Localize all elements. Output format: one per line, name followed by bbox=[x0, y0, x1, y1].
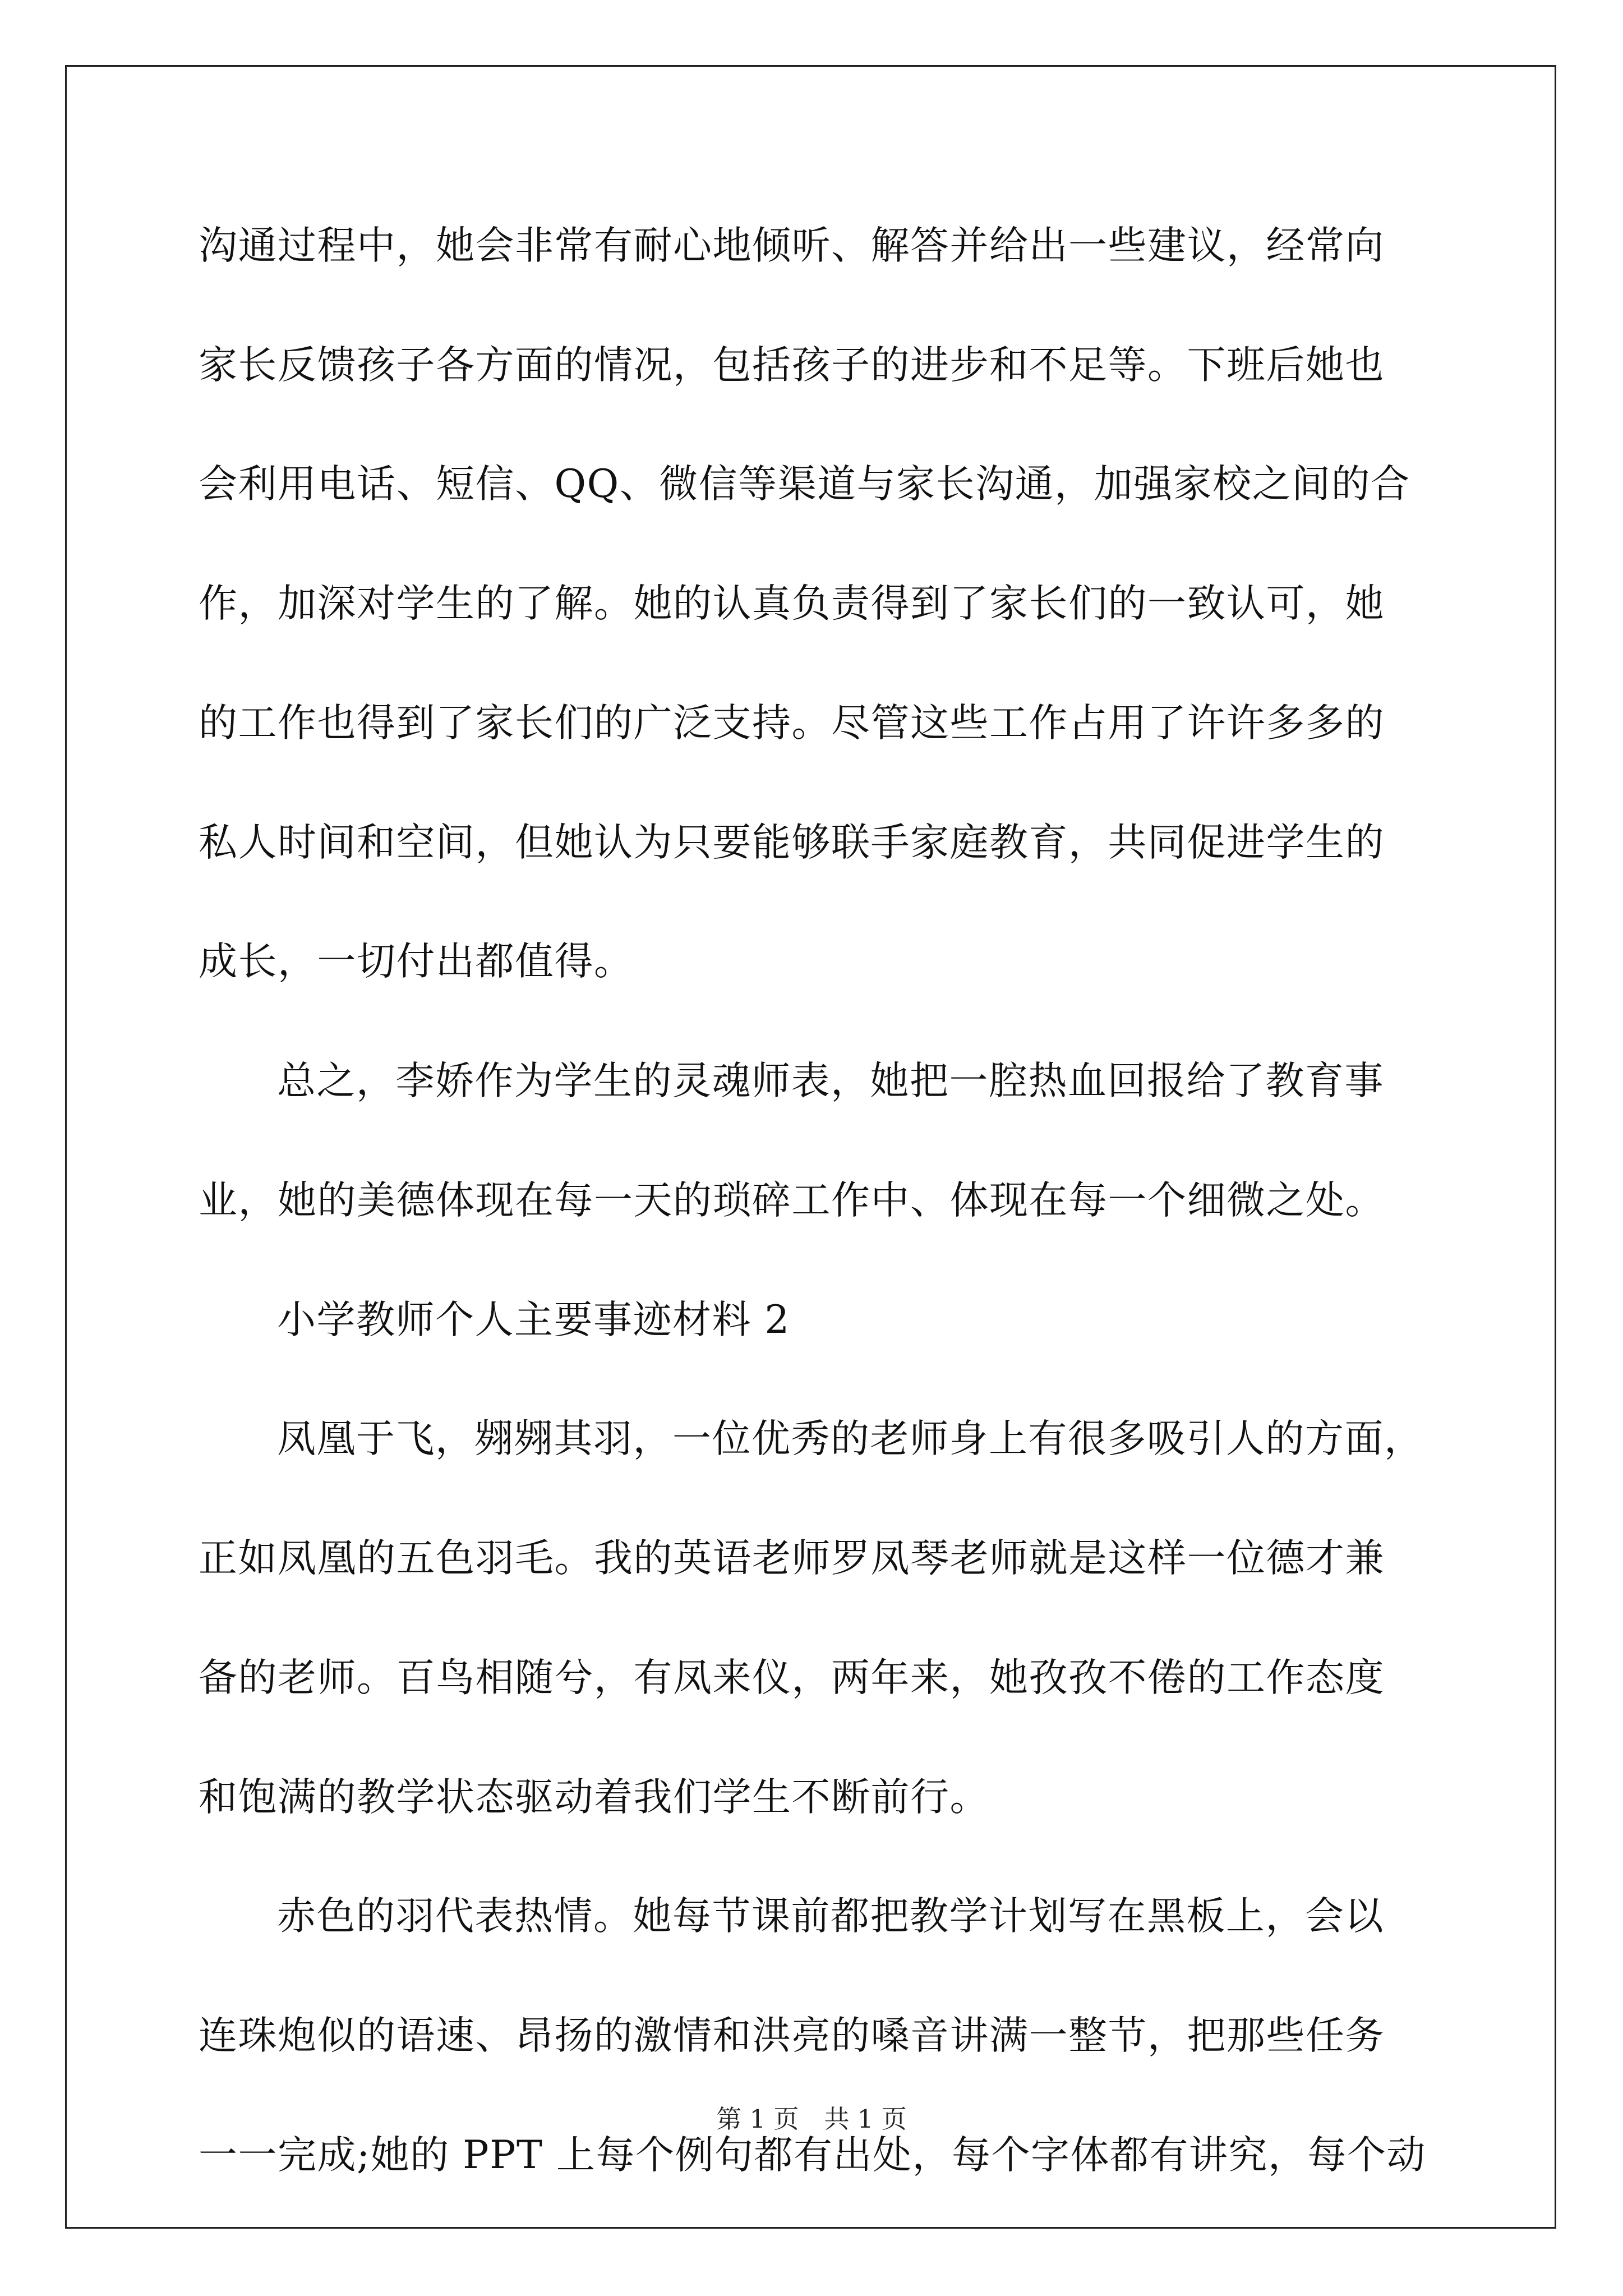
text-line: 的工作也得到了家长们的广泛支持。尽管这些工作占用了许许多多的 bbox=[199, 701, 1385, 746]
paragraph-first-line: 总之，李娇作为学生的灵魂师表，她把一腔热血回报给了教育事 bbox=[277, 1059, 1384, 1103]
text-line: 一一完成;她的 PPT 上每个例句都有出处，每个字体都有讲究，每个动 bbox=[199, 2133, 1426, 2178]
text-line: 业，她的美德体现在每一天的琐碎工作中、体现在每一个细微之处。 bbox=[199, 1178, 1385, 1223]
text-line: 正如凤凰的五色羽毛。我的英语老师罗凤琴老师就是这样一位德才兼 bbox=[199, 1536, 1385, 1581]
text-line: 连珠炮似的语速、昂扬的激情和洪亮的嗓音讲满一整节，把那些任务 bbox=[199, 2013, 1385, 2058]
text-line: 和饱满的教学状态驱动着我们学生不断前行。 bbox=[199, 1775, 989, 1820]
section-heading: 小学教师个人主要事迹材料 2 bbox=[277, 1297, 790, 1342]
text-line: 家长反馈孩子各方面的情况，包括孩子的进步和不足等。下班后她也 bbox=[199, 343, 1385, 388]
page-footer: 第 1 页 共 1 页 bbox=[716, 2104, 907, 2134]
text-line: 备的老师。百鸟相随兮，有凤来仪，两年来，她孜孜不倦的工作态度 bbox=[199, 1655, 1385, 1700]
text-line: 会利用电话、短信、QQ、微信等渠道与家长沟通，加强家校之间的合 bbox=[199, 462, 1410, 507]
text-line: 私人时间和空间，但她认为只要能够联手家庭教育，共同促进学生的 bbox=[199, 820, 1385, 865]
paragraph-first-line: 凤凰于飞，翙翙其羽，一位优秀的老师身上有很多吸引人的方面， bbox=[277, 1416, 1424, 1461]
text-line: 作，加深对学生的了解。她的认真负责得到了家长们的一致认可，她 bbox=[199, 581, 1385, 626]
text-line: 成长，一切付出都值得。 bbox=[199, 939, 634, 984]
text-line: 沟通过程中，她会非常有耐心地倾听、解答并给出一些建议，经常向 bbox=[199, 223, 1385, 268]
paragraph-first-line: 赤色的羽代表热情。她每节课前都把教学计划写在黑板上，会以 bbox=[277, 1894, 1384, 1939]
